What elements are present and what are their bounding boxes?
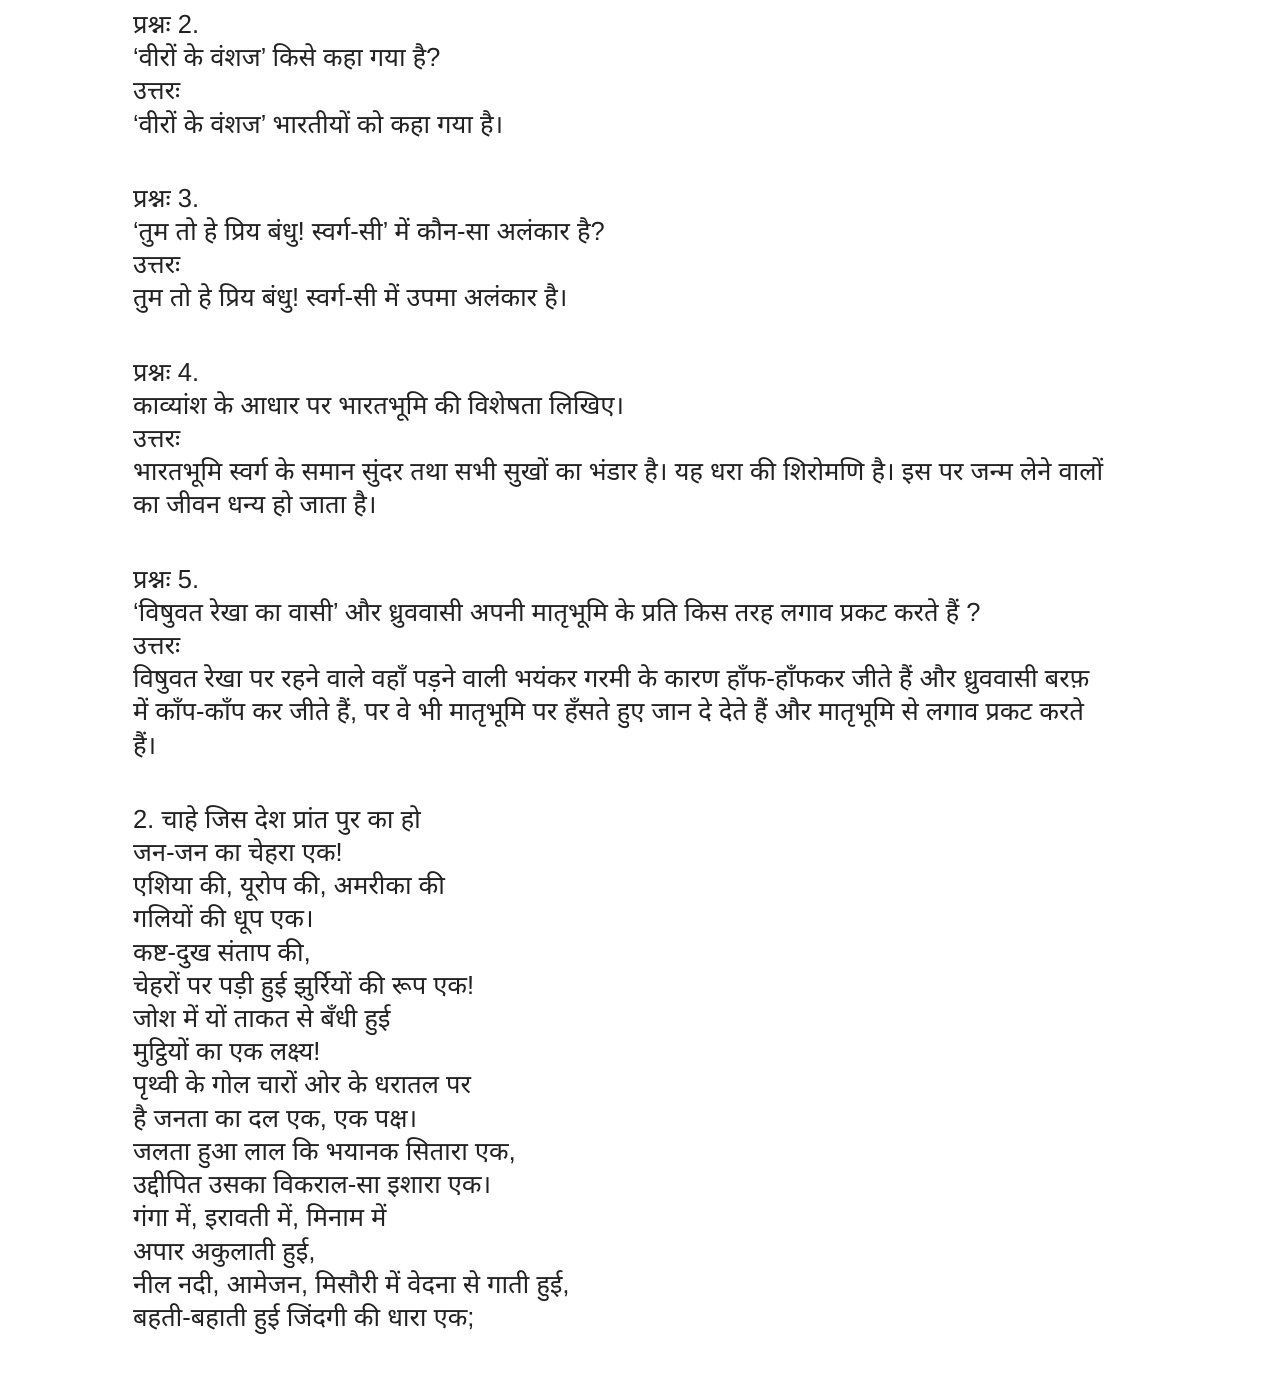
poem-line: चेहरों पर पड़ी हुई झुर्रियों की रूप एक! [133,971,475,1000]
answer-label: उत्तरः [133,425,181,454]
poem-line: जन-जन का चेहरा एक! [133,839,343,868]
question-text: ‘विषुवत रेखा का वासी’ और ध्रुववासी अपनी मातृभूमि के प्रति किस तरह लगाव प्रकट करते हैं ? [133,598,981,627]
poem-line: कष्ट-दुख संताप की, [133,938,311,967]
poem-line: गंगा में, इरावती में, मिनाम में [133,1204,387,1233]
question-number: प्रश्नः 2. [133,11,200,39]
answer-text: ‘वीरों के वंशज’ भारतीयों को कहा गया है। [133,110,504,139]
question-text: काव्यांश के आधार पर भारतभूमि की विशेषता लिखिए। [133,391,625,420]
poem-line: मुट्ठियों का एक लक्ष्य! [133,1038,321,1067]
question-number: प्रश्नः 5. [133,565,200,594]
answer-label: उत्तरः [133,77,181,106]
answer-label: उत्तरः [133,632,181,661]
poem-line: गलियों की धूप एक। [133,905,314,934]
poem-line: एशिया की, यूरोप की, अमरीका की [133,872,445,901]
answer-label: उत्तरः [133,251,181,280]
answer-text: भारतभूमि स्वर्ग के समान सुंदर तथा सभी सुखों का भंडार है। यह धरा की शिरोमणि है। इस पर जन्म लेने वालों का जीवन धन्य हो जाता है। [133,458,1104,520]
poem-line: है जनता का दल एक, एक पक्ष। [133,1104,418,1133]
document-body [133,9,1123,1335]
question-block-2 [133,9,1123,142]
question-block-4 [133,357,1123,523]
question-text: ‘तुम तो हे प्रिय बंधु! स्वर्ग-सी’ में कौन-सा अलंकार है? [133,218,605,247]
poem-line: पृथ्वी के गोल चारों ओर के धरातल पर [133,1071,471,1100]
question-number: प्रश्नः 4. [133,358,200,387]
question-number: प्रश्नः 3. [133,184,200,213]
question-block-5 [133,564,1123,763]
poem-stanza [133,804,1123,1335]
poem-line: 2. चाहे जिस देश प्रांत पुर का हो [133,805,421,834]
poem-line: जोश में यों ताकत से बँधी हुई [133,1005,391,1034]
question-block-3 [133,183,1123,316]
poem-line: अपार अकुलाती हुई, [133,1237,316,1266]
poem-line: नील नदी, आमेजन, मिसौरी में वेदना से गाती हुई, [133,1270,570,1299]
answer-text: तुम तो हे प्रिय बंधु! स्वर्ग-सी में उपमा अलंकार है। [133,284,568,313]
poem-line: उद्दीपित उसका विकराल-सा इशारा एक। [133,1171,492,1200]
poem-line: बहती-बहाती हुई जिंदगी की धारा एक; [133,1303,475,1332]
answer-text: विषुवत रेखा पर रहने वाले वहाँ पड़ने वाली भयंकर गरमी के कारण हाँफ-हाँफकर जीते हैं और ध्रुववासी बरफ़ में काँप-काँप कर जीते हैं, पर वे भी मातृभूमि पर हँसते हुए जान दे देते हैं और मातृभूमि से लगाव प्रकट करते हैं। [133,665,1090,760]
poem-line: जलता हुआ लाल कि भयानक सितारा एक, [133,1137,516,1166]
question-text: ‘वीरों के वंशज’ किसे कहा गया है? [133,44,441,73]
